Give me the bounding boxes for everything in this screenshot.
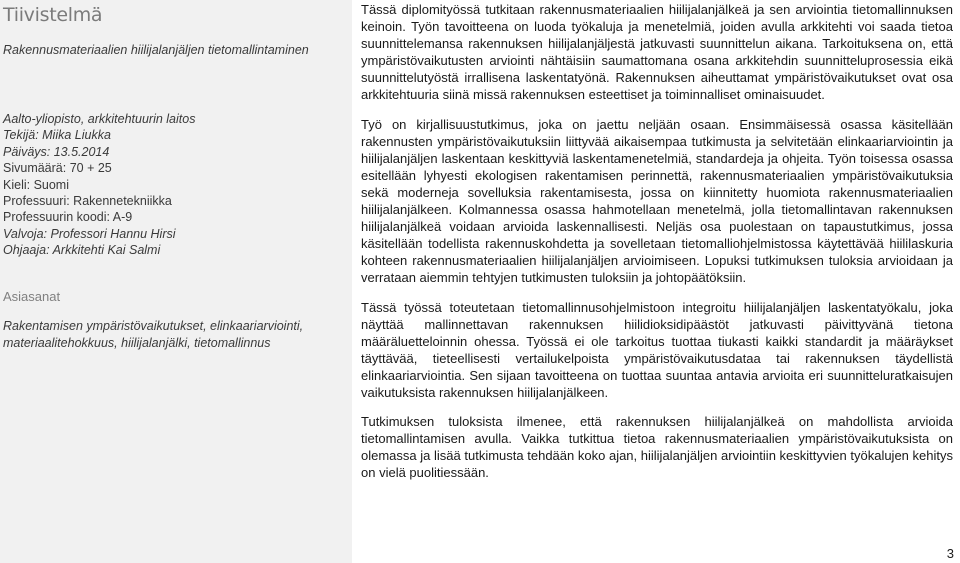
- meta-line: Sivumäärä: 70 + 25: [3, 161, 112, 176]
- body-paragraph: Tutkimuksen tuloksista ilmenee, että rakennuksen hiilijalanjälkeä on mahdollista arvioida tietomallintamisen avulla. Vaikka tutkittua tietoa rakennusmateriaalien ympäristövaikutuksista on olemassa ja lisää tutkimusta tehdään koko ajan, hiilijalanjäljen arviointiin keskittyvien työkalujen kehitys on vielä puolitiessään.: [361, 414, 953, 481]
- meta-line: Aalto-yliopisto, arkkitehtuurin laitos: [3, 112, 196, 126]
- thesis-title: Rakennusmateriaalien hiilijalanjäljen tietomallintaminen: [3, 43, 309, 57]
- meta-line: Päiväys: 13.5.2014: [3, 144, 110, 159]
- meta-line: Tekijä: Miika Liukka: [3, 128, 111, 143]
- meta-line: Ohjaaja: Arkkitehti Kai Salmi: [3, 243, 161, 258]
- abstract-sidebar: [0, 0, 352, 563]
- abstract-body: [361, 0, 953, 493]
- keywords-heading: Asiasanat: [3, 289, 61, 304]
- meta-line: Kieli: Suomi: [3, 177, 69, 192]
- body-paragraph: Tässä työssä toteutetaan tietomallinnusohjelmistoon integroitu hiilijalanjäljen laskentatyökalu, joka näyttää mallinnettavan rakennuksen hiilidioksidipäästöt jatkuvasti päivittyvänä tietona määräluetteloinnin ohessa. Työssä ei ole tarkoitus tuottaa tiukasti kaikki standardit ja määräykset täyttävää, tieteellisesti vertailukelpoista ympäristövaikutusdataa tai rakennuksen täydellistä elinkaariarviointia. Sen sijaan tavoitteena on tuottaa suuntaa antavia arvioita eri suunnitteluratkaisujen vaikutuksista rakennuksen hiilijalanjälkeen.: [361, 299, 953, 400]
- page-title: Tiivistelmä: [3, 4, 103, 26]
- body-paragraph: Työ on kirjallisuustutkimus, joka on jaettu neljään osaan. Ensimmäisessä osassa käsitellään rakennusten ympäristövaikutuksiin liittyvää aikaisempaa tutkimusta ja selvitetään elinkaariarviointin ja hiilijalanjäljen laskentaan keskittyviä laskentamenetelmiä, standardeja ja ohjeita. Työn toisessa osassa esitellään lyhyesti ekologisen rakentamisen perinnettä, rakennusmateriaalien ympäristövaikutuksia sekä moderneja sovelluksia rakentamisesta, jossa on kiinnitetty huomiota rakennusmateriaalien hiilijalanjälkeen. Kolmannessa osassa hahmotellaan menetelmä, jolla tietomallintavan rakennuksen hiilijalanjälkeä voidaan arvioida laskennallisesti. Neljäs osa puolestaan on tapaustutkimus, jossa käsitellään todellista rakennuskohdetta ja sovelletaan tietomalliohjelmistossa käytettävää hiililaskuria kohteen rakennusmateriaalien hiilijalanjäljen arvioimiseen. Lopuksi tutkimuksen tuloksia arvioidaan ja verrataan aiemmin tehtyjen tutkimusten tuloksiin ja johtopäätöksiin.: [361, 116, 953, 286]
- meta-line: Professuuri: Rakennetekniikka: [3, 194, 172, 209]
- page-number: 3: [946, 546, 954, 561]
- meta-line: Professuurin koodi: A-9: [3, 210, 133, 225]
- meta-line: Valvoja: Professori Hannu Hirsi: [3, 226, 176, 241]
- body-paragraph: Tässä diplomityössä tutkitaan rakennusmateriaalien hiilijalanjälkeä ja sen arviointia tietomallinnuksen keinoin. Työn tavoitteena on luoda työkaluja ja menetelmiä, joiden avulla arkkitehti voi saada tietoa suunnittelemansa rakennuksen hiilijalanjäljestä jatkuvasti suunnittelun aikana. Tarkoituksena on, että ympäristövaikutusten arviointi nähtäisiin saumattomana osana arkkitehdin suunnitteluprosessia eikä suunnittelutyöstä irrallisena laskentatyönä. Rakennuksen aiheuttamat ympäristövaikutukset ovat osa arkkitehtuuria siinä missä rakennuksen esteettiset ja toiminnalliset ominaisuudet.: [361, 2, 953, 103]
- keywords-list: Rakentamisen ympäristövaikutukset, elinkaariarviointi, materiaalitehokkuus, hiilijalanjälki, tietomallinnus: [3, 319, 304, 350]
- thesis-metadata: [3, 111, 343, 259]
